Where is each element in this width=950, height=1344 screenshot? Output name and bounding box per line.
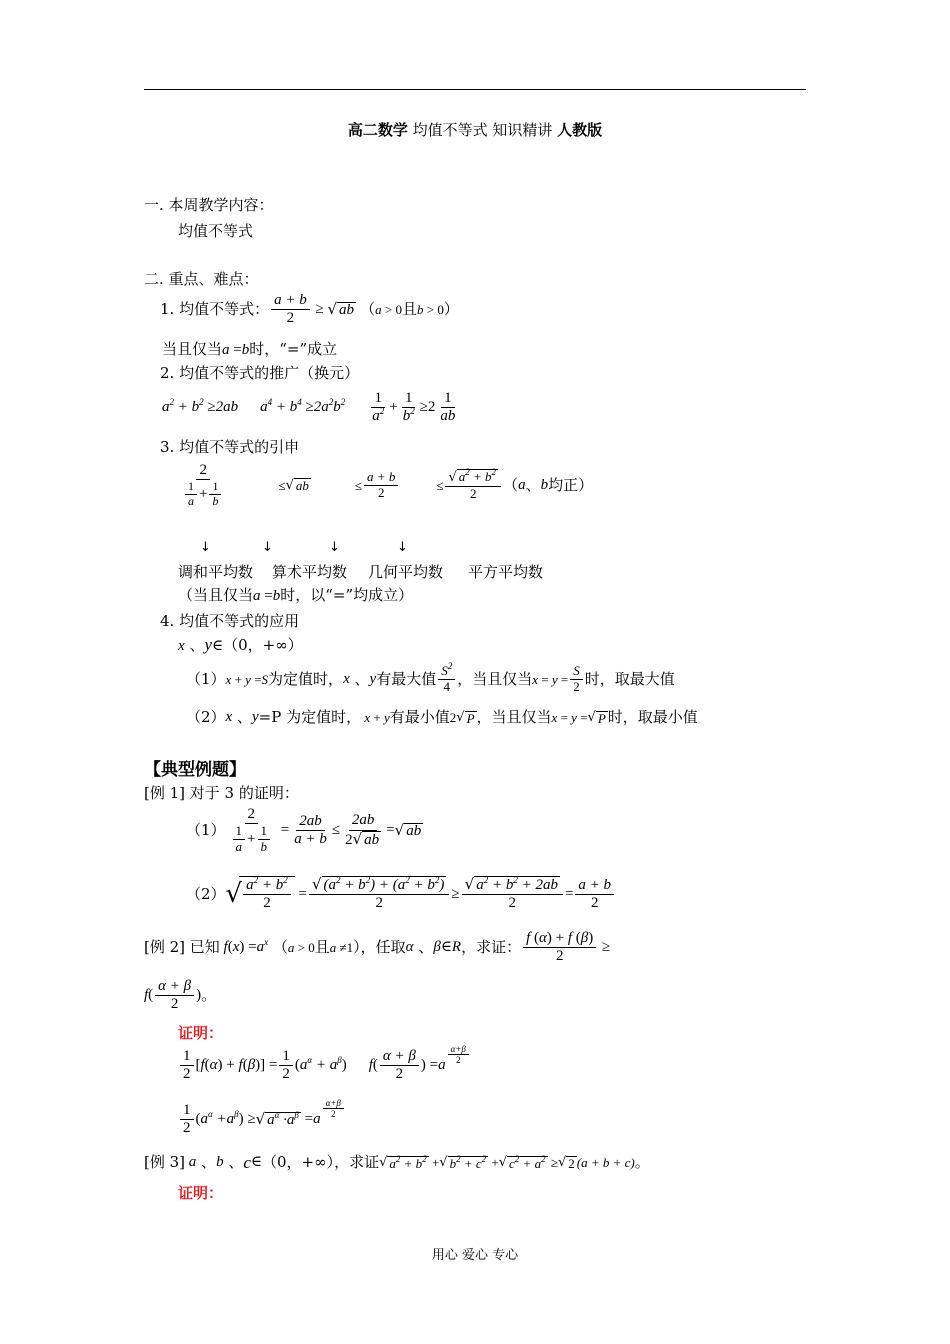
item2-label: 2. 均值不等式的推广（换元） bbox=[160, 364, 360, 382]
page-title: 高二数学 均值不等式 知识精讲 人教版 bbox=[347, 121, 603, 139]
section1-heading: 一. 本周教学内容： bbox=[144, 196, 274, 214]
item4-domain: x 、y∈（0，+∞） bbox=[178, 635, 303, 654]
example2-proof-line2: $\frac{1}{2}$ ( $a^\alpha +a^\beta$ ) ≥ √ $a^\alpha \cdot a^\beta$ = a $\frac{\alpha+\beta}{2}$ bbox=[178, 1102, 346, 1138]
example2-statement-cont: f ( $\frac{\alpha + \beta}{2}$ ) 。 bbox=[144, 978, 217, 1013]
item1-row: 1. 均值不等式： $\frac{a + b}{2}$ ≥ √ ab （ a > 0 且 b > 0 ） bbox=[160, 292, 459, 327]
mean-name-quadratic: 平方平均数 bbox=[468, 563, 544, 581]
item2-formulas: $a^2 + b^2 \ge 2ab$ $a^4 + b^4 \ge 2a^2b^2$ $\frac{1}{a^2}$ + $\frac{1}{b^2}$ ≥2 $\frac{1}{ab}$ bbox=[162, 390, 456, 425]
harmonic-mean-expr: 2 $\frac{1}{a}$ + $\frac{1}{b}$ bbox=[180, 462, 226, 509]
item3-note: （当且仅当a =b时，以“=”均成立） bbox=[178, 586, 414, 604]
mean-name-arithmetic: 算术平均数 bbox=[272, 563, 348, 581]
example1-label: [例 1] 对于 3 的证明： bbox=[144, 784, 299, 802]
arrow-down-icon: ↓ bbox=[262, 540, 273, 555]
item1-label: 1. 均值不等式： bbox=[160, 300, 270, 319]
mean-name-harmonic: 调和平均数 bbox=[178, 563, 254, 581]
arrow-down-icon: ↓ bbox=[397, 540, 408, 555]
item1-fraction: $\frac{a + b}{2}$ bbox=[271, 292, 310, 328]
mean-name-geometric: 几何平均数 bbox=[368, 563, 444, 581]
header-rule bbox=[144, 89, 806, 90]
section1-content: 均值不等式 bbox=[178, 222, 254, 240]
item3-label: 3. 均值不等式的引申 bbox=[160, 438, 300, 456]
item4-case2: （2） x 、 y =P 为定值时， x + y 有最小值 2 √ P ，当且仅当 x = y = √ P 时，取最小值 bbox=[186, 708, 698, 726]
item4-label: 4. 均值不等式的应用 bbox=[160, 612, 300, 630]
example1-proof1: （1） 2 $\frac{1}{a}$ + $\frac{1}{b}$ = $\frac{2ab}{a + b}$ ≤ $\frac{2ab}{2√ ab}$ = √ ab bbox=[186, 806, 422, 855]
example3-statement: [例 3] a 、 b 、 c ∈ （0，+∞），求证 √ $a^2 + b^2$ + √ $b^2 + c^2$ + √ $c^2 + a^2$ ≥ √ 2 (a + b + c) 。 bbox=[144, 1153, 650, 1172]
example3-proof-label: 证明： bbox=[178, 1184, 224, 1202]
item4-case1: （1） x + y = S 为定值时， x 、 y 有最大值 $\frac{S^2}{4}$ ，当且仅当 x = y = $\frac{S}{2}$ 时，取最大值 bbox=[186, 661, 675, 694]
item1-equality: 当且仅当a =b时，“=”成立 bbox=[162, 340, 338, 358]
example1-proof2: （2） √ $\frac{a^2 + b^2}{2}$ = $\frac{√ (a^2 + b^2) + (a^2 + b^2)}{2}$ ≥ $\frac{√ a^2 + b^2 + 2ab}{2}$ = $\frac{a + b}{2}$ bbox=[186, 876, 616, 913]
section2-heading: 二. 重点、难点： bbox=[144, 270, 259, 288]
examples-heading: 【典型例题】 bbox=[144, 760, 246, 780]
item3-chain: 2 $\frac{1}{a}$ + $\frac{1}{b}$ ≤ √ ab ≤ $\frac{a + b}{2}$ ≤ $\frac{√ a^2 + b^2}{2}$ （ a 、 b 均正） bbox=[178, 462, 593, 509]
example2-proof-line1: $\frac{1}{2}$ [ f ( α ) + f ( β )] = $\frac{1}{2}$ ( $a^\alpha + a^\beta$ ) f ( $\frac{\alpha + \beta}{2}$ ) = a $\frac{\alpha+\beta}{2}$ bbox=[178, 1048, 471, 1084]
example2-proof-label: 证明： bbox=[178, 1024, 224, 1042]
arrow-down-icon: ↓ bbox=[200, 540, 211, 555]
page-footer: 用心 爱心 专心 bbox=[431, 1248, 519, 1263]
arrow-down-icon: ↓ bbox=[329, 540, 340, 555]
example2-statement: [例 2] 已知 f ( x ) = $a^x$ （ a > 0 且 a ≠1 ），任取 α 、 β ∈ R ，求证： $\frac{f (\alpha) + f (\beta)}{2}$ ≥ bbox=[144, 930, 611, 965]
